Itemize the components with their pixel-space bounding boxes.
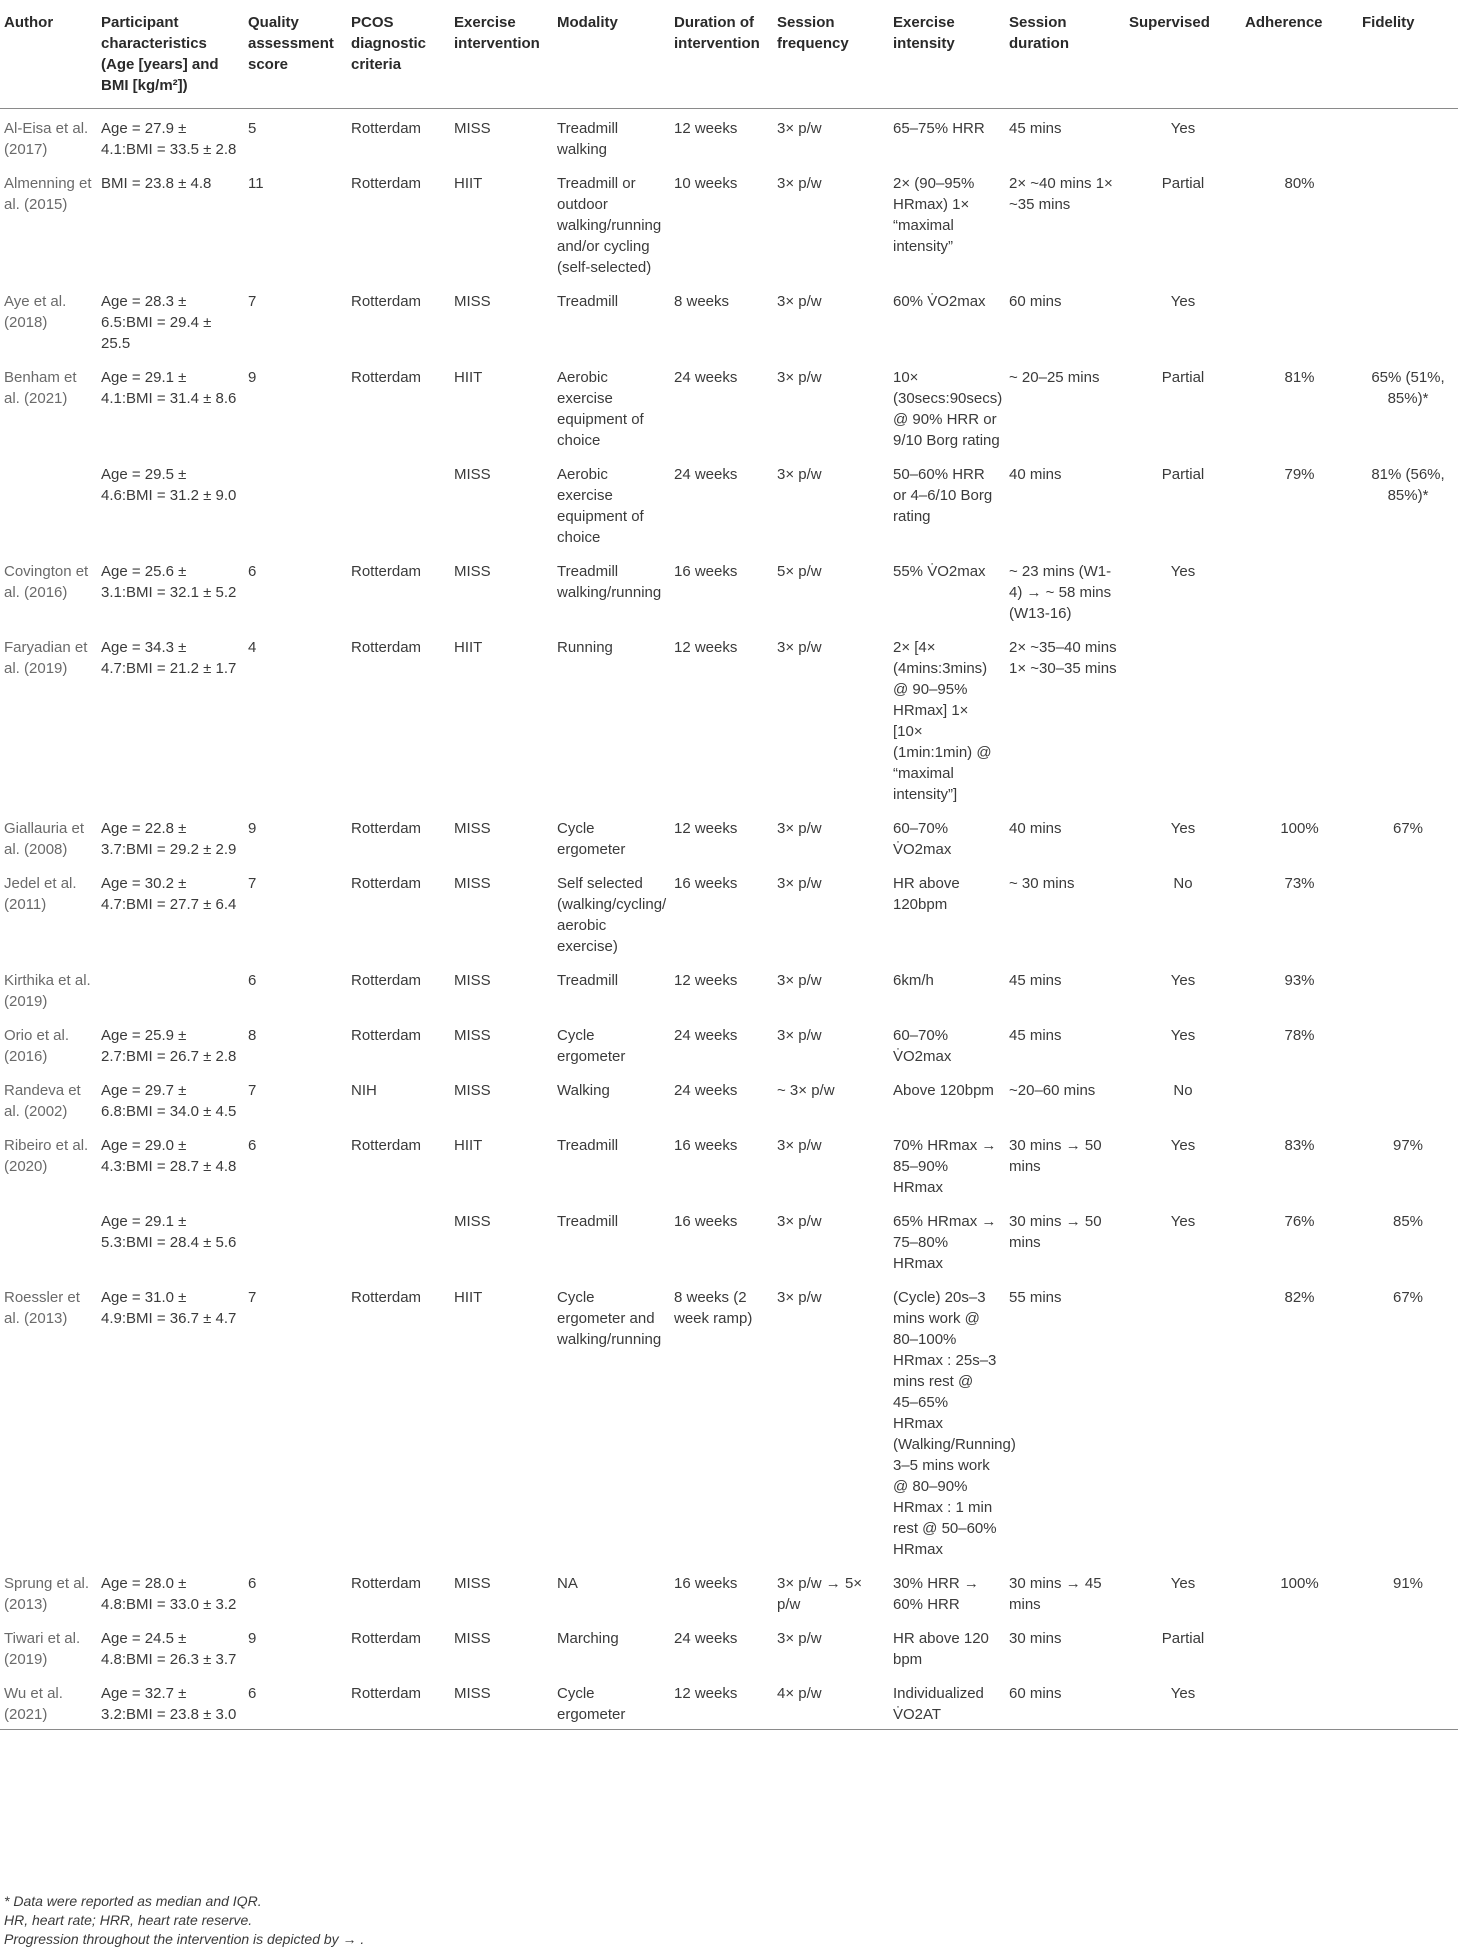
table-cell: 16 weeks bbox=[674, 563, 738, 580]
table-cell: 2× (90–95% HRmax) 1× “maximal intensity” bbox=[893, 175, 975, 255]
header-exercise-intervention: Exercise intervention bbox=[454, 14, 540, 52]
table-row bbox=[0, 109, 1458, 165]
table-cell: 10× (30secs:90secs) @ 90% HRR or 9/10 Borg rating bbox=[893, 369, 1003, 449]
table-cell: 3× p/w bbox=[777, 1289, 822, 1306]
table-cell: Rotterdam bbox=[351, 175, 422, 192]
table-cell: 12 weeks bbox=[674, 639, 738, 656]
table-cell: Individualized V̇O2AT bbox=[893, 1685, 984, 1723]
table-cell: 7 bbox=[248, 875, 257, 892]
table-row bbox=[0, 358, 1458, 455]
header-supervised: Supervised bbox=[1129, 14, 1210, 31]
table-cell: HIIT bbox=[454, 1137, 483, 1154]
table-cell bbox=[244, 455, 347, 552]
table-cell: Treadmill walking bbox=[557, 120, 619, 158]
table-cell: Cycle ergometer and walking/running bbox=[557, 1289, 662, 1348]
table-cell: Age = 25.9 ± 2.7:BMI = 26.7 ± 2.8 bbox=[101, 1027, 237, 1065]
table-cell: 3× p/w bbox=[777, 1027, 822, 1044]
table-cell: 91% bbox=[1392, 1575, 1424, 1592]
table-cell: Marching bbox=[557, 1630, 619, 1647]
table-cell: (Cycle) 20s–3 mins work @ 80–100% HRmax : 25s–3 mins rest @ 45–65% HRmax (Walking/Running) 3–5 mins work @ 80–90% HRmax : 1 min rest @ 50–60% HRmax bbox=[893, 1289, 1016, 1558]
table-cell: 30 mins → 50 mins bbox=[1009, 1137, 1102, 1175]
table-cell: Age = 24.5 ± 4.8:BMI = 26.3 ± 3.7 bbox=[101, 1630, 237, 1668]
table-cell: 8 weeks (2 week ramp) bbox=[674, 1289, 753, 1327]
table-cell: 81% bbox=[1284, 369, 1315, 386]
table-cell: 67% bbox=[1392, 820, 1424, 837]
table-cell bbox=[1358, 1071, 1458, 1126]
table-cell: Roessler et al. (2013) bbox=[4, 1289, 80, 1327]
table-cell: Age = 29.7 ± 6.8:BMI = 34.0 ± 4.5 bbox=[101, 1082, 237, 1120]
header-duration: Duration of intervention bbox=[674, 14, 760, 52]
table-cell: 3× p/w bbox=[777, 293, 822, 310]
table-cell: Yes bbox=[1170, 1575, 1196, 1592]
table-cell: 7 bbox=[248, 293, 257, 310]
table-cell: 79% bbox=[1284, 466, 1315, 483]
table-cell: 85% bbox=[1392, 1213, 1424, 1230]
table-cell: 30% HRR → 60% HRR bbox=[893, 1575, 979, 1613]
table-cell: Orio et al. (2016) bbox=[4, 1027, 70, 1065]
table-row bbox=[0, 1071, 1458, 1126]
table-cell: 12 weeks bbox=[674, 820, 738, 837]
table-cell: 78% bbox=[1284, 1027, 1315, 1044]
table-cell: ~ 23 mins (W1-4) → ~ 58 mins (W13-16) bbox=[1009, 563, 1112, 622]
table-cell: 11 bbox=[248, 175, 264, 192]
table-cell bbox=[1241, 628, 1358, 809]
table-cell: Cycle ergometer bbox=[557, 1027, 626, 1065]
table-cell: Partial bbox=[1161, 175, 1205, 192]
table-cell: Age = 34.3 ± 4.7:BMI = 21.2 ± 1.7 bbox=[101, 639, 237, 677]
table-cell: Treadmill or outdoor walking/running and/or cycling (self-selected) bbox=[557, 175, 662, 276]
table-cell: Rotterdam bbox=[351, 369, 422, 386]
table-cell: Rotterdam bbox=[351, 875, 422, 892]
table-cell: 60–70% V̇O2max bbox=[893, 1027, 952, 1065]
header-session-duration: Session duration bbox=[1009, 14, 1069, 52]
table-cell: Age = 31.0 ± 4.9:BMI = 36.7 ± 4.7 bbox=[101, 1289, 237, 1327]
table-cell: 5× p/w bbox=[777, 563, 822, 580]
table-cell: 6 bbox=[248, 1685, 257, 1702]
table-cell: Rotterdam bbox=[351, 293, 422, 310]
table-cell: Rotterdam bbox=[351, 563, 422, 580]
table-cell: 5 bbox=[248, 120, 257, 137]
table-cell: 24 weeks bbox=[674, 1630, 738, 1647]
table-cell: 55% V̇O2max bbox=[893, 563, 986, 580]
table-cell: Treadmill walking/running bbox=[557, 563, 662, 601]
table-cell: Aye et al. (2018) bbox=[4, 293, 67, 331]
table-cell: 10 weeks bbox=[674, 175, 738, 192]
table-row bbox=[0, 1126, 1458, 1202]
table-cell: 60–70% V̇O2max bbox=[893, 820, 952, 858]
table-cell: Ribeiro et al. (2020) bbox=[4, 1137, 89, 1175]
table-cell: 60 mins bbox=[1009, 1685, 1062, 1702]
table-cell: HIIT bbox=[454, 1289, 483, 1306]
table-cell bbox=[1241, 1071, 1358, 1126]
table-cell: Rotterdam bbox=[351, 1575, 422, 1592]
table-cell: Age = 29.5 ± 4.6:BMI = 31.2 ± 9.0 bbox=[101, 466, 237, 504]
table-cell: MISS bbox=[454, 293, 491, 310]
table-row bbox=[0, 164, 1458, 282]
table-cell: Jedel et al. (2011) bbox=[4, 875, 77, 913]
table-cell: Partial bbox=[1161, 1630, 1205, 1647]
table-cell: 4 bbox=[248, 639, 257, 656]
table-cell: Cycle ergometer bbox=[557, 820, 626, 858]
table-cell: 55 mins bbox=[1009, 1289, 1062, 1306]
table-cell: Running bbox=[557, 639, 613, 656]
table-cell bbox=[1358, 864, 1458, 961]
table-row bbox=[0, 809, 1458, 864]
table-cell: 100% bbox=[1280, 1575, 1319, 1592]
table-cell: 82% bbox=[1284, 1289, 1315, 1306]
table-cell: 40 mins bbox=[1009, 466, 1062, 483]
table-cell: 45 mins bbox=[1009, 120, 1062, 137]
table-cell: 80% bbox=[1284, 175, 1315, 192]
table-cell: 76% bbox=[1284, 1213, 1315, 1230]
table-cell: Age = 29.1 ± 5.3:BMI = 28.4 ± 5.6 bbox=[101, 1213, 237, 1251]
table-row bbox=[0, 552, 1458, 628]
table-cell bbox=[1358, 1619, 1458, 1674]
table-cell: Yes bbox=[1170, 563, 1196, 580]
table-row bbox=[0, 1278, 1458, 1564]
table-cell: Yes bbox=[1170, 1685, 1196, 1702]
table-row bbox=[0, 1016, 1458, 1071]
table-cell: Rotterdam bbox=[351, 639, 422, 656]
table-cell: 100% bbox=[1280, 820, 1319, 837]
table-cell: 8 bbox=[248, 1027, 257, 1044]
table-cell bbox=[97, 961, 244, 1016]
table-cell bbox=[1241, 1619, 1358, 1674]
table-cell: Age = 30.2 ± 4.7:BMI = 27.7 ± 6.4 bbox=[101, 875, 237, 913]
table-cell: 6 bbox=[248, 1575, 257, 1592]
table-cell bbox=[1358, 628, 1458, 809]
table-cell: 73% bbox=[1284, 875, 1315, 892]
table-cell: HIIT bbox=[454, 639, 483, 656]
table-cell: NIH bbox=[351, 1082, 377, 1099]
table-cell: MISS bbox=[454, 120, 491, 137]
table-body bbox=[0, 109, 1458, 1730]
table-cell: 3× p/w bbox=[777, 175, 822, 192]
table-cell: 3× p/w bbox=[777, 1137, 822, 1154]
table-cell: Partial bbox=[1161, 466, 1205, 483]
header-pcos-criteria: PCOS diagnostic criteria bbox=[351, 14, 427, 73]
footnote-progression: Progression throughout the intervention is depicted by → . bbox=[4, 1931, 365, 1947]
table-cell: Rotterdam bbox=[351, 1137, 422, 1154]
table-row bbox=[0, 1619, 1458, 1674]
table-cell bbox=[0, 1202, 97, 1278]
table-cell: Age = 29.1 ± 4.1:BMI = 31.4 ± 8.6 bbox=[101, 369, 237, 407]
table-cell: Tiwari et al. (2019) bbox=[4, 1630, 81, 1668]
table-cell: Al-Eisa et al. (2017) bbox=[4, 120, 89, 158]
table-cell: 6km/h bbox=[893, 972, 934, 989]
table-cell: 3× p/w bbox=[777, 1213, 822, 1230]
table-cell: 12 weeks bbox=[674, 972, 738, 989]
table-cell: 16 weeks bbox=[674, 1137, 738, 1154]
table-cell: MISS bbox=[454, 1082, 491, 1099]
table-cell: Yes bbox=[1170, 120, 1196, 137]
table-cell: Covington et al. (2016) bbox=[4, 563, 89, 601]
table-cell: 7 bbox=[248, 1082, 257, 1099]
table-cell: NA bbox=[557, 1575, 578, 1592]
table-cell: Treadmill bbox=[557, 1137, 619, 1154]
footnote-iqr: * Data were reported as median and IQR. bbox=[4, 1893, 262, 1909]
header-adherence: Adherence bbox=[1245, 14, 1323, 31]
table-cell: HIIT bbox=[454, 175, 483, 192]
table-cell: HR above 120 bpm bbox=[893, 1630, 989, 1668]
table-cell bbox=[1125, 1278, 1241, 1564]
table-cell: 93% bbox=[1284, 972, 1315, 989]
table-cell: 83% bbox=[1284, 1137, 1315, 1154]
table-cell: 3× p/w bbox=[777, 639, 822, 656]
table-cell bbox=[1358, 961, 1458, 1016]
table-cell: Giallauria et al. (2008) bbox=[4, 820, 85, 858]
table-cell: 3× p/w bbox=[777, 466, 822, 483]
table-cell: Yes bbox=[1170, 1137, 1196, 1154]
table-cell bbox=[1358, 552, 1458, 628]
table-cell: 4× p/w bbox=[777, 1685, 822, 1702]
table-cell: 9 bbox=[248, 820, 257, 837]
table-cell: MISS bbox=[454, 563, 491, 580]
table-cell: 6 bbox=[248, 972, 257, 989]
table-row bbox=[0, 455, 1458, 552]
table-cell: Yes bbox=[1170, 1213, 1196, 1230]
table-cell: Sprung et al. (2013) bbox=[4, 1575, 90, 1613]
table-cell bbox=[244, 1202, 347, 1278]
table-cell bbox=[347, 1202, 450, 1278]
table-cell: Age = 29.0 ± 4.3:BMI = 28.7 ± 4.8 bbox=[101, 1137, 237, 1175]
table-cell: Yes bbox=[1170, 972, 1196, 989]
table-cell: MISS bbox=[454, 1630, 491, 1647]
table-cell bbox=[1358, 1016, 1458, 1071]
table-row bbox=[0, 1202, 1458, 1278]
table-cell: Treadmill bbox=[557, 972, 619, 989]
table-cell: 6 bbox=[248, 1137, 257, 1154]
table-cell: 12 weeks bbox=[674, 1685, 738, 1702]
table-cell: Aerobic exercise equipment of choice bbox=[557, 466, 644, 546]
table-cell: 2× ~35–40 mins 1× ~30–35 mins bbox=[1009, 639, 1117, 677]
table-cell: 3× p/w bbox=[777, 1630, 822, 1647]
table-cell bbox=[1358, 1674, 1458, 1730]
table-cell: 50–60% HRR or 4–6/10 Borg rating bbox=[893, 466, 993, 525]
table-cell: MISS bbox=[454, 1027, 491, 1044]
table-cell: 3× p/w bbox=[777, 875, 822, 892]
table-cell: 16 weeks bbox=[674, 1575, 738, 1592]
table-cell: Age = 27.9 ± 4.1:BMI = 33.5 ± 2.8 bbox=[101, 120, 237, 158]
table-cell: BMI = 23.8 ± 4.8 bbox=[101, 175, 212, 192]
table-cell: 16 weeks bbox=[674, 1213, 738, 1230]
table-cell: 12 weeks bbox=[674, 120, 738, 137]
table-cell bbox=[1358, 282, 1458, 358]
table-cell: 24 weeks bbox=[674, 466, 738, 483]
table-cell: MISS bbox=[454, 1575, 491, 1592]
table-cell: 60 mins bbox=[1009, 293, 1062, 310]
table-row bbox=[0, 864, 1458, 961]
table-cell: Rotterdam bbox=[351, 120, 422, 137]
table-cell bbox=[1358, 164, 1458, 282]
table-cell: 3× p/w bbox=[777, 120, 822, 137]
table-cell bbox=[1241, 1674, 1358, 1730]
table-cell: Kirthika et al. (2019) bbox=[4, 972, 91, 1010]
table-cell: 24 weeks bbox=[674, 1027, 738, 1044]
table-row bbox=[0, 961, 1458, 1016]
table-cell: ~ 30 mins bbox=[1009, 875, 1075, 892]
table-cell: Aerobic exercise equipment of choice bbox=[557, 369, 644, 449]
table-cell: MISS bbox=[454, 1685, 491, 1702]
table-cell: 65–75% HRR bbox=[893, 120, 985, 137]
table-row bbox=[0, 1674, 1458, 1730]
table-cell: 9 bbox=[248, 369, 257, 386]
table-cell bbox=[1125, 628, 1241, 809]
table-cell: No bbox=[1173, 875, 1193, 892]
table-cell: 45 mins bbox=[1009, 1027, 1062, 1044]
table-cell: 3× p/w bbox=[777, 972, 822, 989]
table-cell: Benham et al. (2021) bbox=[4, 369, 77, 407]
table-cell: 3× p/w → 5× p/w bbox=[777, 1575, 863, 1613]
table-cell: Rotterdam bbox=[351, 972, 422, 989]
table-cell: Rotterdam bbox=[351, 1685, 422, 1702]
table-cell: 30 mins bbox=[1009, 1630, 1062, 1647]
table-cell: 3× p/w bbox=[777, 820, 822, 837]
table-cell: Rotterdam bbox=[351, 1289, 422, 1306]
table-cell: No bbox=[1173, 1082, 1193, 1099]
table-cell: Age = 28.3 ± 6.5:BMI = 29.4 ± 25.5 bbox=[101, 293, 212, 352]
table-cell: Almenning et al. (2015) bbox=[4, 175, 92, 213]
table-cell: Walking bbox=[557, 1082, 610, 1099]
header-exercise-intensity: Exercise intensity bbox=[893, 14, 955, 52]
table-cell: 7 bbox=[248, 1289, 257, 1306]
table-cell: 60% V̇O2max bbox=[893, 293, 986, 310]
table-footnotes bbox=[0, 1892, 1458, 1949]
table-cell: 67% bbox=[1392, 1289, 1424, 1306]
table-cell: 24 weeks bbox=[674, 369, 738, 386]
table-cell: ~ 3× p/w bbox=[777, 1082, 835, 1099]
table-cell bbox=[1358, 109, 1458, 165]
table-cell: Wu et al. (2021) bbox=[4, 1685, 63, 1723]
table-cell: 30 mins → 50 mins bbox=[1009, 1213, 1102, 1251]
table-cell: Yes bbox=[1170, 820, 1196, 837]
table-cell: 16 weeks bbox=[674, 875, 738, 892]
header-participant-characteristics: Participant characteristics (Age [years] and BMI [kg/m²]) bbox=[101, 14, 219, 94]
table-cell bbox=[0, 455, 97, 552]
table-cell: Age = 25.6 ± 3.1:BMI = 32.1 ± 5.2 bbox=[101, 563, 237, 601]
table-cell: ~20–60 mins bbox=[1009, 1082, 1096, 1099]
table-row bbox=[0, 282, 1458, 358]
table-cell: Cycle ergometer bbox=[557, 1685, 626, 1723]
table-cell: Rotterdam bbox=[351, 1027, 422, 1044]
table-cell: ~ 20–25 mins bbox=[1009, 369, 1100, 386]
table-cell: 30 mins → 45 mins bbox=[1009, 1575, 1102, 1613]
table-cell: 2× ~40 mins 1× ~35 mins bbox=[1009, 175, 1113, 213]
table-cell: Rotterdam bbox=[351, 1630, 422, 1647]
table-cell bbox=[1241, 552, 1358, 628]
table-cell: Yes bbox=[1170, 1027, 1196, 1044]
table-cell: 40 mins bbox=[1009, 820, 1062, 837]
table-cell: Treadmill bbox=[557, 1213, 619, 1230]
table-cell: HIIT bbox=[454, 369, 483, 386]
table-cell: Yes bbox=[1170, 293, 1196, 310]
table-cell: 2× [4× (4mins:3mins) @ 90–95% HRmax] 1× [10× (1min:1min) @ “maximal intensity”] bbox=[893, 639, 992, 803]
table-cell: Age = 22.8 ± 3.7:BMI = 29.2 ± 2.9 bbox=[101, 820, 237, 858]
table-cell: 65% (51%, 85%)* bbox=[1371, 369, 1445, 407]
header-quality-score: Quality assessment score bbox=[248, 14, 334, 73]
header-session-frequency: Session frequency bbox=[777, 14, 849, 52]
table-cell: Age = 32.7 ± 3.2:BMI = 23.8 ± 3.0 bbox=[101, 1685, 237, 1723]
footnote-abbreviations: HR, heart rate; HRR, heart rate reserve. bbox=[4, 1912, 253, 1928]
table-cell: MISS bbox=[454, 972, 491, 989]
table-cell: 97% bbox=[1392, 1137, 1424, 1154]
table-cell: 70% HRmax → 85–90% HRmax bbox=[893, 1137, 997, 1196]
table-cell bbox=[1241, 282, 1358, 358]
table-cell: 65% HRmax → 75–80% HRmax bbox=[893, 1213, 997, 1272]
table-cell: 81% (56%, 85%)* bbox=[1371, 466, 1445, 504]
table-cell: Partial bbox=[1161, 369, 1205, 386]
table-row bbox=[0, 628, 1458, 809]
table-cell: MISS bbox=[454, 466, 491, 483]
table-cell: Above 120bpm bbox=[893, 1082, 994, 1099]
table-cell: Self selected (walking/cycling/ aerobic exercise) bbox=[557, 875, 667, 955]
table-cell bbox=[347, 455, 450, 552]
table-cell: 3× p/w bbox=[777, 369, 822, 386]
table-cell: 24 weeks bbox=[674, 1082, 738, 1099]
header-author: Author bbox=[4, 14, 54, 31]
table-cell: Treadmill bbox=[557, 293, 619, 310]
table-cell: 8 weeks bbox=[674, 293, 730, 310]
table-cell: Rotterdam bbox=[351, 820, 422, 837]
table-cell: 45 mins bbox=[1009, 972, 1062, 989]
table-cell: 9 bbox=[248, 1630, 257, 1647]
table-cell: MISS bbox=[454, 820, 491, 837]
table-cell: Randeva et al. (2002) bbox=[4, 1082, 81, 1120]
header-modality: Modality bbox=[557, 14, 618, 31]
table-header-row bbox=[0, 0, 1458, 109]
table-cell: MISS bbox=[454, 875, 491, 892]
header-fidelity: Fidelity bbox=[1362, 14, 1415, 31]
table-row bbox=[0, 1564, 1458, 1619]
table-cell bbox=[1241, 109, 1358, 165]
table-cell: HR above 120bpm bbox=[893, 875, 960, 913]
table-cell: 6 bbox=[248, 563, 257, 580]
table-cell: Age = 28.0 ± 4.8:BMI = 33.0 ± 3.2 bbox=[101, 1575, 237, 1613]
table-cell: Faryadian et al. (2019) bbox=[4, 639, 88, 677]
table-cell: MISS bbox=[454, 1213, 491, 1230]
